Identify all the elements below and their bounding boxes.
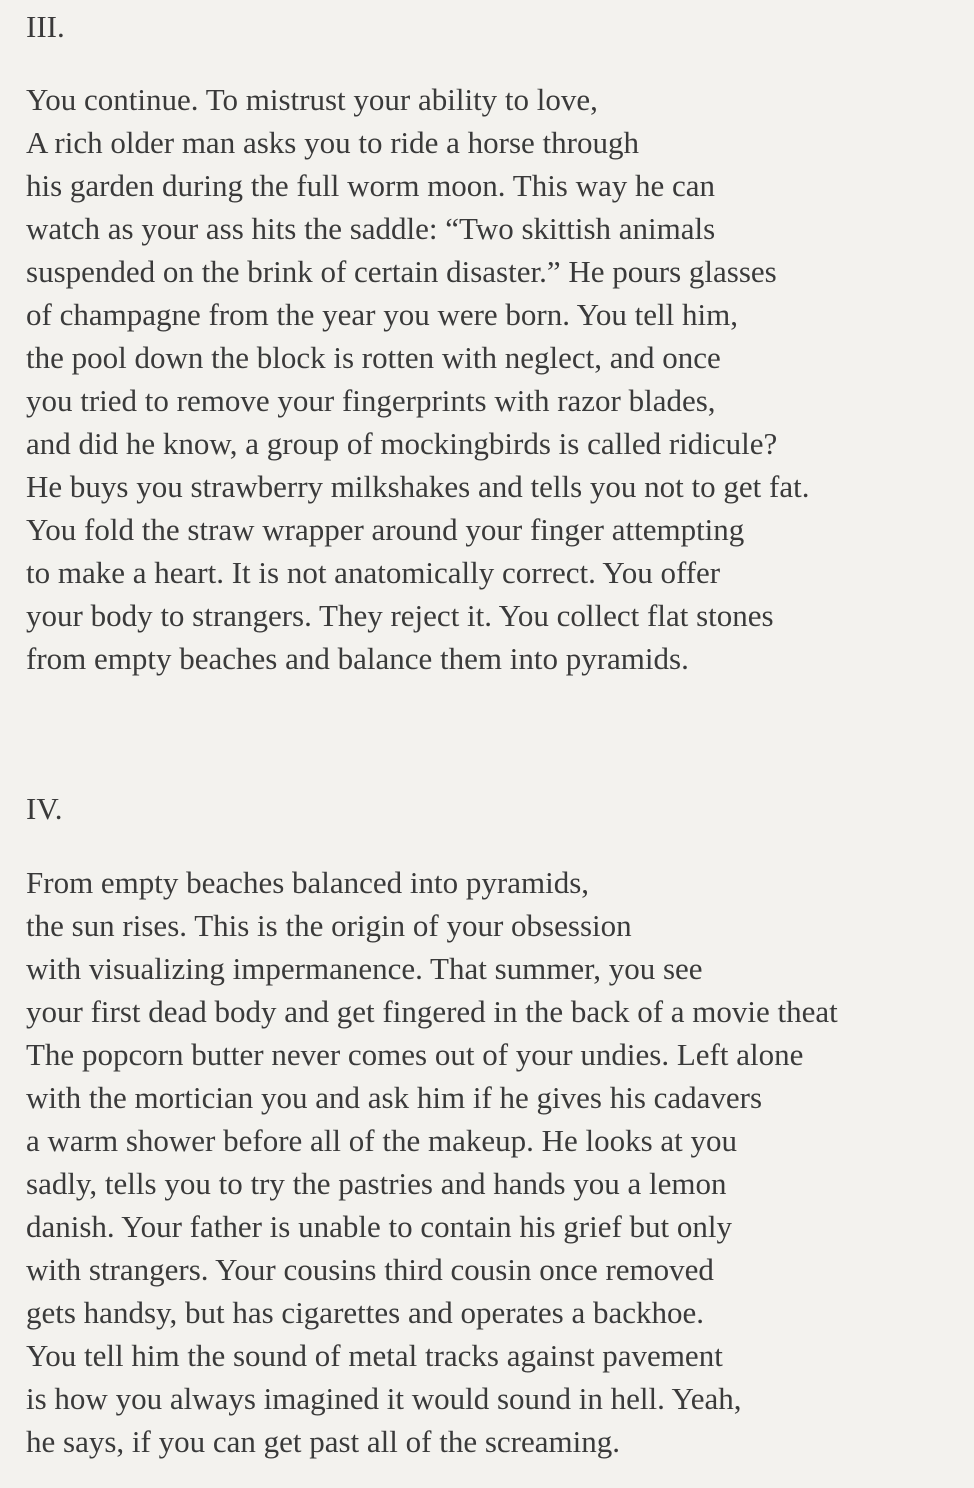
poem-line: danish. Your father is unable to contain his grief but only bbox=[26, 1209, 733, 1244]
poem-line: his garden during the full worm moon. This way he can bbox=[26, 168, 716, 203]
section-heading-iv: IV. bbox=[26, 791, 63, 826]
poem-line: suspended on the brink of certain disaster.” He pours glasses bbox=[26, 254, 777, 289]
stanza-iv bbox=[26, 861, 838, 1463]
poem-line: you tried to remove your fingerprints with razor blades, bbox=[26, 383, 716, 418]
stanza-iii bbox=[26, 78, 809, 680]
poem-line: sadly, tells you to try the pastries and hands you a lemon bbox=[26, 1166, 727, 1201]
poem-line: is how you always imagined it would sound in hell. Yeah, bbox=[26, 1381, 742, 1416]
poem-line: from empty beaches and balance them into pyramids. bbox=[26, 641, 689, 676]
poem-line: You continue. To mistrust your ability to love, bbox=[26, 82, 598, 117]
poem-line: with the mortician you and ask him if he gives his cadavers bbox=[26, 1080, 763, 1115]
poem-line: with strangers. Your cousins third cousin once removed bbox=[26, 1252, 714, 1287]
poem-line: You fold the straw wrapper around your finger attempting bbox=[26, 512, 745, 547]
poem-line: the sun rises. This is the origin of your obsession bbox=[26, 908, 632, 943]
poem-line: and did he know, a group of mockingbirds is called ridicule? bbox=[26, 426, 778, 461]
poem-line: You tell him the sound of metal tracks against pavement bbox=[26, 1338, 723, 1373]
poem-line: The popcorn butter never comes out of your undies. Left alone bbox=[26, 1037, 804, 1072]
poem-line: gets handsy, but has cigarettes and operates a backhoe. bbox=[26, 1295, 705, 1330]
section-heading-iii: III. bbox=[26, 9, 65, 44]
poem-line: He buys you strawberry milkshakes and tells you not to get fat. bbox=[26, 469, 810, 504]
poem-line: your first dead body and get fingered in the back of a movie theat bbox=[26, 994, 838, 1029]
poem-line: From empty beaches balanced into pyramids, bbox=[26, 865, 590, 900]
poem-line: with visualizing impermanence. That summer, you see bbox=[26, 951, 703, 986]
poem-line: watch as your ass hits the saddle: “Two skittish animals bbox=[26, 211, 716, 246]
poem-line: to make a heart. It is not anatomically correct. You offer bbox=[26, 555, 721, 590]
poem-line: of champagne from the year you were born. You tell him, bbox=[26, 297, 738, 332]
poem-line: A rich older man asks you to ride a horse through bbox=[26, 125, 639, 160]
poem-line: he says, if you can get past all of the screaming. bbox=[26, 1424, 620, 1459]
poem-line: the pool down the block is rotten with neglect, and once bbox=[26, 340, 721, 375]
poem-line: a warm shower before all of the makeup. He looks at you bbox=[26, 1123, 738, 1158]
poem-line: your body to strangers. They reject it. You collect flat stones bbox=[26, 598, 774, 633]
